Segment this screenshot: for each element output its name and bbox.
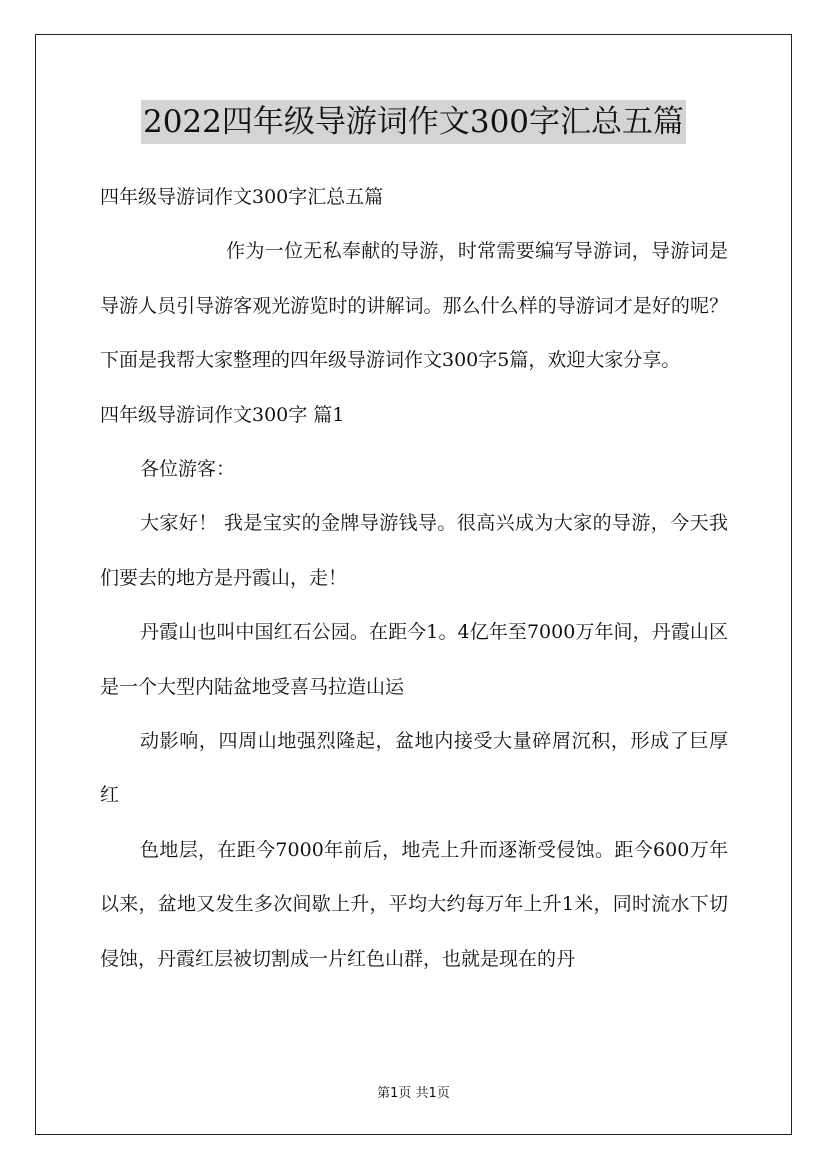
section-heading: 四年级导游词作文300字 篇1 <box>100 403 345 426</box>
body-paragraph: 动影响，四周山地强烈隆起，盆地内接受大量碎屑沉积，形成了巨厚红 <box>100 730 728 807</box>
greeting-paragraph: 各位游客： <box>140 458 236 481</box>
document-title: 2022四年级导游词作文300字汇总五篇 <box>141 100 686 144</box>
page-number-footer: 第1页 共1页 <box>377 1086 450 1101</box>
intro-paragraph: 作为一位无私奉献的导游，时常需要编写导游词，导游词是导游人员引导游客观光游览时的讲解词。那么什么样的导游词才是好的呢？下面是我帮大家整理的四年级导游词作文300字5篇，欢迎大家分享。 <box>100 240 728 372</box>
subtitle-line: 四年级导游词作文300字汇总五篇 <box>100 186 384 208</box>
body-paragraph: 大家好！ 我是宝实的金牌导游钱导。很高兴成为大家的导游，今天我们要去的地方是丹霞山，走！ <box>100 512 728 589</box>
title-container <box>0 100 827 144</box>
body-paragraph: 丹霞山也叫中国红石公园。在距今1。4亿年至7000万年间，丹霞山区是一个大型内陆盆地受喜马拉造山运 <box>100 621 728 698</box>
body-paragraph: 色地层，在距今7000年前后，地壳上升而逐渐受侵蚀。距今600万年以来，盆地又发生多次间歇上升，平均大约每万年上升1米，同时流水下切侵蚀，丹霞红层被切割成一片红色山群，也就是现在的丹 <box>100 838 728 970</box>
document-body <box>100 170 728 986</box>
